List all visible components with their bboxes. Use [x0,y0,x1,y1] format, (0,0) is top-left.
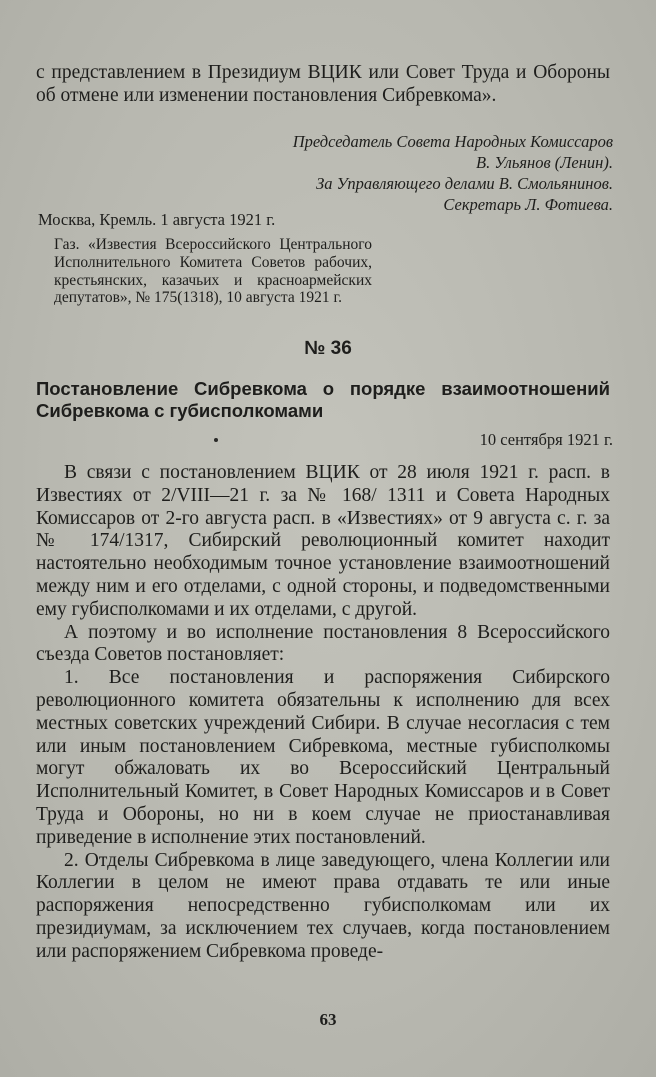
source-citation: Газ. «Известия Всероссийского Центрального Исполнительного Комитета Советов рабочих, крестьянских, казачьих и красноармейских депутатов», № 175(1318), 10 августа 1921 г. [54,236,372,307]
paragraph: 2. Отделы Сибревкома в лице заведующего, члена Коллегии или Коллегии в целом не имеют права отдавать те или иные распоряжения непосредственно губисполкомам или их президиумам, за исключением тех случаев, когда постановлением или распоряжением Сибревкома проведе- [36,849,610,962]
paragraph: 1. Все постановления и распоряжения Сибирского революционного комитета обязательны к исполнению для всех местных советских учреждений Сибири. В случае несогласия с тем или иным постановлением Сибревкома, местные губисполкомы могут обжаловать их во Всероссийский Центральный Исполнительный Комитет, в Совет Народных Комиссаров и в Совет Труда и Обороны, но ни в коем случае не приостанавливая приведение в исполнение этих постановлений. [36,667,610,848]
main-text [36,462,610,964]
paragraph: В связи с постановлением ВЦИК от 28 июля 1921 г. расп. в Известиях от 2/VIII—21 г. за № 168/ 1311 и Совета Народных Комиссаров от 2-го августа расп. в «Известиях» от 9 августа с. г. за № 174/1317, Сибирский революционный комитет находит настоятельно необходимым точное установление взаимоотношений между ним и его отделами, с одной стороны, и подведомственными ему губисполкомами и их отделами, с другой. [36,462,610,620]
signature-block [293,131,613,215]
document-date: 10 сентября 1921 г. [479,430,613,449]
intro-paragraph: с представлением в Президиум ВЦИК или Совет Труда и Обороны об отмене или изменении постановления Сибревкома». [36,62,610,106]
signature-line: В. Ульянов (Ленин). [476,153,613,172]
ink-dot [214,438,218,442]
paragraph: А поэтому и во исполнение постановления 8 Всероссийского съезда Советов постановляет: [36,621,610,666]
document-title: Постановление Сибревкома о порядке взаимоотношений Сибревкома с губисполкомами [36,378,610,421]
place-date: Москва, Кремль. 1 августа 1921 г. [38,210,276,229]
page-number: 63 [319,1010,337,1029]
signature-line: За Управляющего делами В. Смольянинов. [316,174,613,193]
document-number: № 36 [304,338,352,359]
intro-text [36,62,610,108]
signature-line: Председатель Совета Народных Комиссаров [292,132,613,151]
signature-line: Секретарь Л. Фотиева. [443,195,613,214]
